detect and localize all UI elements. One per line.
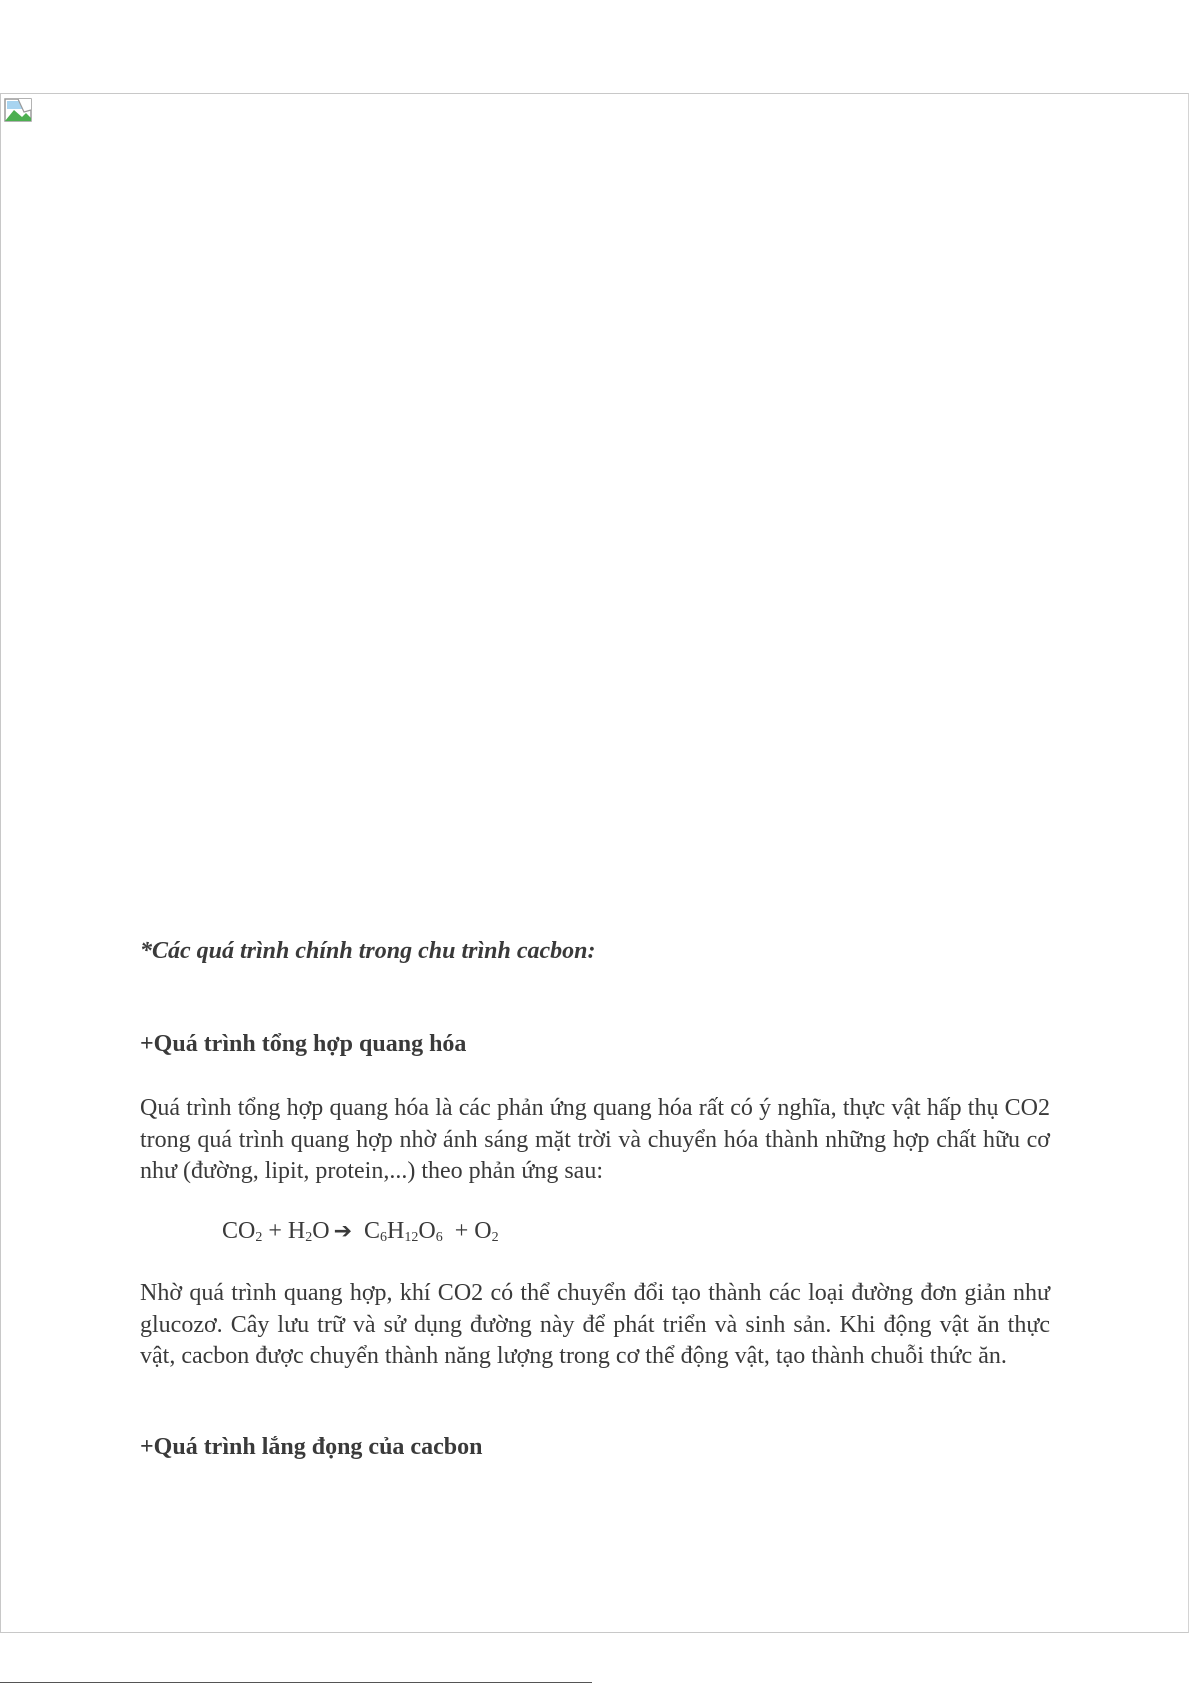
paragraph-photosynthesis-intro: Quá trình tổng hợp quang hóa là các phản ứng quang hóa rất có ý nghĩa, thực vật hấp thụ CO2 trong quá trình quang hợp nhờ ánh sáng mặt trời và chuyển hóa thành những hợp chất hữu cơ như (đường, lipit, protein,...) theo phản ứng sau: (140, 1095, 1050, 1184)
paragraph-photosynthesis-detail: Nhờ quá trình quang hợp, khí CO2 có thể chuyển đổi tạo thành các loại đường đơn giản như glucozơ. Cây lưu trữ và sử dụng đường này để phát triển và sinh sản. Khi động vật ăn thực vật, cacbon được chuyển thành năng lượng trong cơ thể động vật, tạo thành chuỗi thức ăn. (140, 1280, 1050, 1369)
subsection-title-photosynthesis: +Quá trình tổng hợp quang hóa (140, 1031, 467, 1057)
footer-divider (0, 1682, 592, 1683)
right-arrow-icon: ➔ (333, 1219, 352, 1244)
section-title: *Các quá trình chính trong chu trình cacbon: (140, 938, 596, 964)
image-frame (0, 93, 1189, 1633)
broken-image-icon (4, 98, 36, 128)
subsection-title-deposition: +Quá trình lắng đọng của cacbon (140, 1434, 483, 1460)
chemical-equation: $CO_2 + H_2O$ ➔ $C_6H_{12}O_6 + O_2$ (222, 1218, 499, 1245)
